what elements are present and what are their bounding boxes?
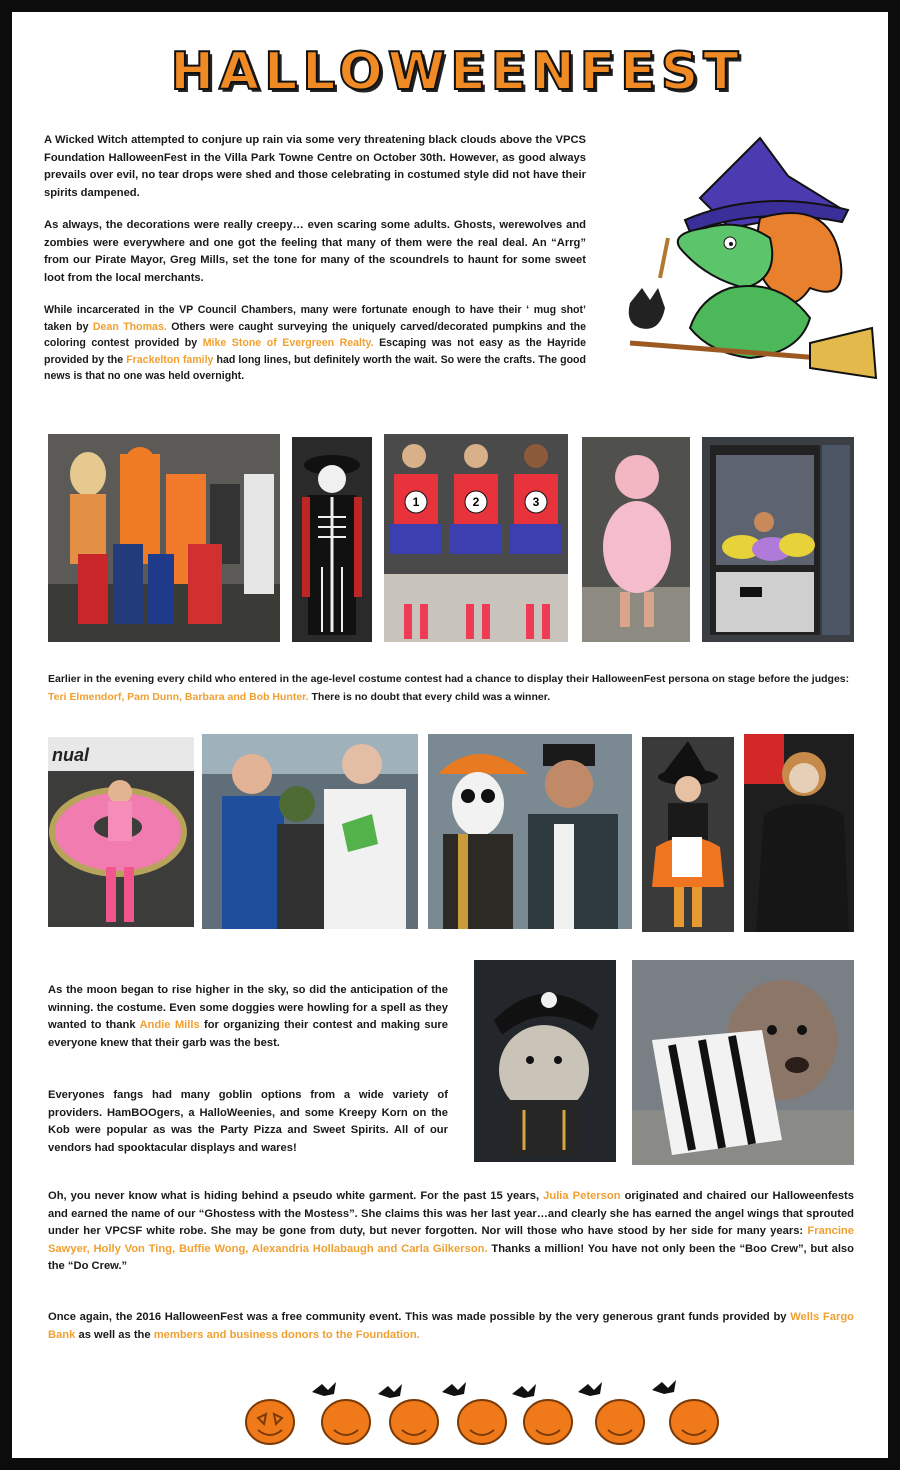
photo-family-group xyxy=(48,434,280,642)
photo-donut-costume xyxy=(48,737,194,927)
pumpkin-icon xyxy=(390,1400,438,1444)
credit-frackelton: Frackelton family xyxy=(126,353,214,366)
bat-icon xyxy=(512,1384,536,1398)
photo-makeup-costume xyxy=(744,734,854,932)
ghostess-paragraph: Oh, you never know what is hiding behind a pseudo white garment. For the past 15 years, Julia Peterson originated and chaired our Halloweenfests and earned the name of our “Ghostess with the Mostess”. She claims this was her last year…and clearly she has earned the angel wings that sprouted under her VPCSF white robe. She may be gone from duty, but never forgotten. Nor will those who have stood by her side for many years: Francine Sawyer, Holly Von Ting, Buffie Wong, Alexandria Hollabaugh and Carla Gilkerson. Thanks a million! You have not only been the “Boo Crew”, but also the “Do Crew.” xyxy=(48,1190,854,1272)
shirt-number-2: 2 xyxy=(472,495,480,509)
moon-paragraph-1: As the moon began to rise higher in the sky, so did the anticipation of the winning. the costume. Even some doggies were howling for a spell as they wanted to thank Andie Mills for organizing their contest and making sure everyone knew that their garb was the best. xyxy=(48,984,448,1049)
bat-icon xyxy=(442,1382,466,1396)
pumpkin-icon xyxy=(458,1400,506,1444)
shirt-number-1: 1 xyxy=(412,495,420,509)
credit-volunteers: Francine Sawyer, Holly Von Ting, Buffie Wong, Alexandria Hollabaugh and Carla Gilkerson. xyxy=(48,1225,854,1255)
intro-paragraph-2: As always, the decorations were really creepy… even scaring some adults. Ghosts, werewolves and zombies were everywhere and one got the feeling that many of them were the real deal. An “Arrg” from our Pirate Mayor, Greg Mills, set the tone for many of the scoundrels to haunt for some sweet loot from the local merchants. xyxy=(44,219,586,284)
photo-pirate-dog xyxy=(474,960,616,1162)
intro-paragraph-1: A Wicked Witch attempted to conjure up rain via some very threatening black clouds above the VPCS Foundation HalloweenFest in the Villa Park Towne Centre on October 30th. However, as good always prevails over evil, no tear drops were shed and those celebrating in costumed style did not have their spirits dampened. xyxy=(44,134,586,199)
page-title: HALLOWEENFEST xyxy=(170,42,744,102)
witch-illustration xyxy=(610,128,882,398)
closing-paragraph: Once again, the 2016 HalloweenFest was a free community event. This was made possible by the very generous grant funds provided by Wells Fargo Bank as well as the members and business donors to the Foundation. xyxy=(48,1311,854,1341)
contest-caption: Earlier in the evening every child who entered in the age-level costume contest had a chance to display their HalloweenFest persona on stage before the judges: Teri Elmendorf, Pam Dunn, Barbara and Bob Hunter. There is no doubt that every child was a winner. xyxy=(48,673,850,703)
newsletter-page xyxy=(12,12,888,1458)
photo-thing-costumes xyxy=(384,434,568,642)
moon-paragraph-2: Everyones fangs had many goblin options from a wide variety of providers. HamBOOgers, a HalloWeenies, and some Kreepy Korn on the Kob were popular as was the Party Pizza and Sweet Spirits. All of our vendors had spooktacular displays and wares! xyxy=(48,1089,448,1154)
credit-julia-peterson: Julia Peterson xyxy=(543,1190,621,1202)
judges-names: Teri Elmendorf, Pam Dunn, Barbara and Bob Hunter. xyxy=(48,691,309,703)
pumpkin-icon xyxy=(670,1400,718,1444)
photo-referee-dog xyxy=(632,960,854,1165)
credit-wells-fargo: Wells Fargo Bank xyxy=(48,1311,854,1341)
pumpkin-bat-decoration xyxy=(242,1374,722,1450)
intro-paragraph-3: While incarcerated in the VP Council Chambers, many were fortunate enough to have their ‘ mug shot’ taken by Dean Thomas. Others were caught surveying the uniquely carved/decorated pumpkins and the coloring contest provided by Mike Stone of Evergreen Realty. Escaping was not easy as the Hayride provided by the Frackelton family had long lines, but definitely worth the wait. So were the crafts. The good news is that no one was held overnight. xyxy=(44,304,586,383)
banner-text: nual xyxy=(52,745,90,765)
photo-skeleton-costume xyxy=(292,437,372,642)
shirt-number-3: 3 xyxy=(532,495,540,509)
credit-andie-mills: Andie Mills xyxy=(139,1019,200,1031)
credit-mike-stone: Mike Stone of Evergreen Realty. xyxy=(202,337,374,350)
pumpkin-icon xyxy=(524,1400,572,1444)
pumpkin-icon xyxy=(246,1400,294,1444)
pumpkin-icon xyxy=(596,1400,644,1444)
bat-icon xyxy=(578,1382,602,1396)
photo-pig-costume xyxy=(582,437,690,642)
bat-icon xyxy=(652,1380,676,1394)
credit-members-donors: members and business donors to the Foundation. xyxy=(153,1328,420,1341)
pumpkin-icon xyxy=(322,1400,370,1444)
bat-icon xyxy=(378,1384,402,1398)
photo-men-and-witch xyxy=(202,734,418,929)
photo-witch-girl xyxy=(642,737,734,932)
photo-sugar-skull-couple xyxy=(428,734,632,929)
bat-icon xyxy=(312,1382,336,1396)
photo-claw-machine xyxy=(702,437,854,642)
credit-dean-thomas: Dean Thomas. xyxy=(92,320,167,333)
